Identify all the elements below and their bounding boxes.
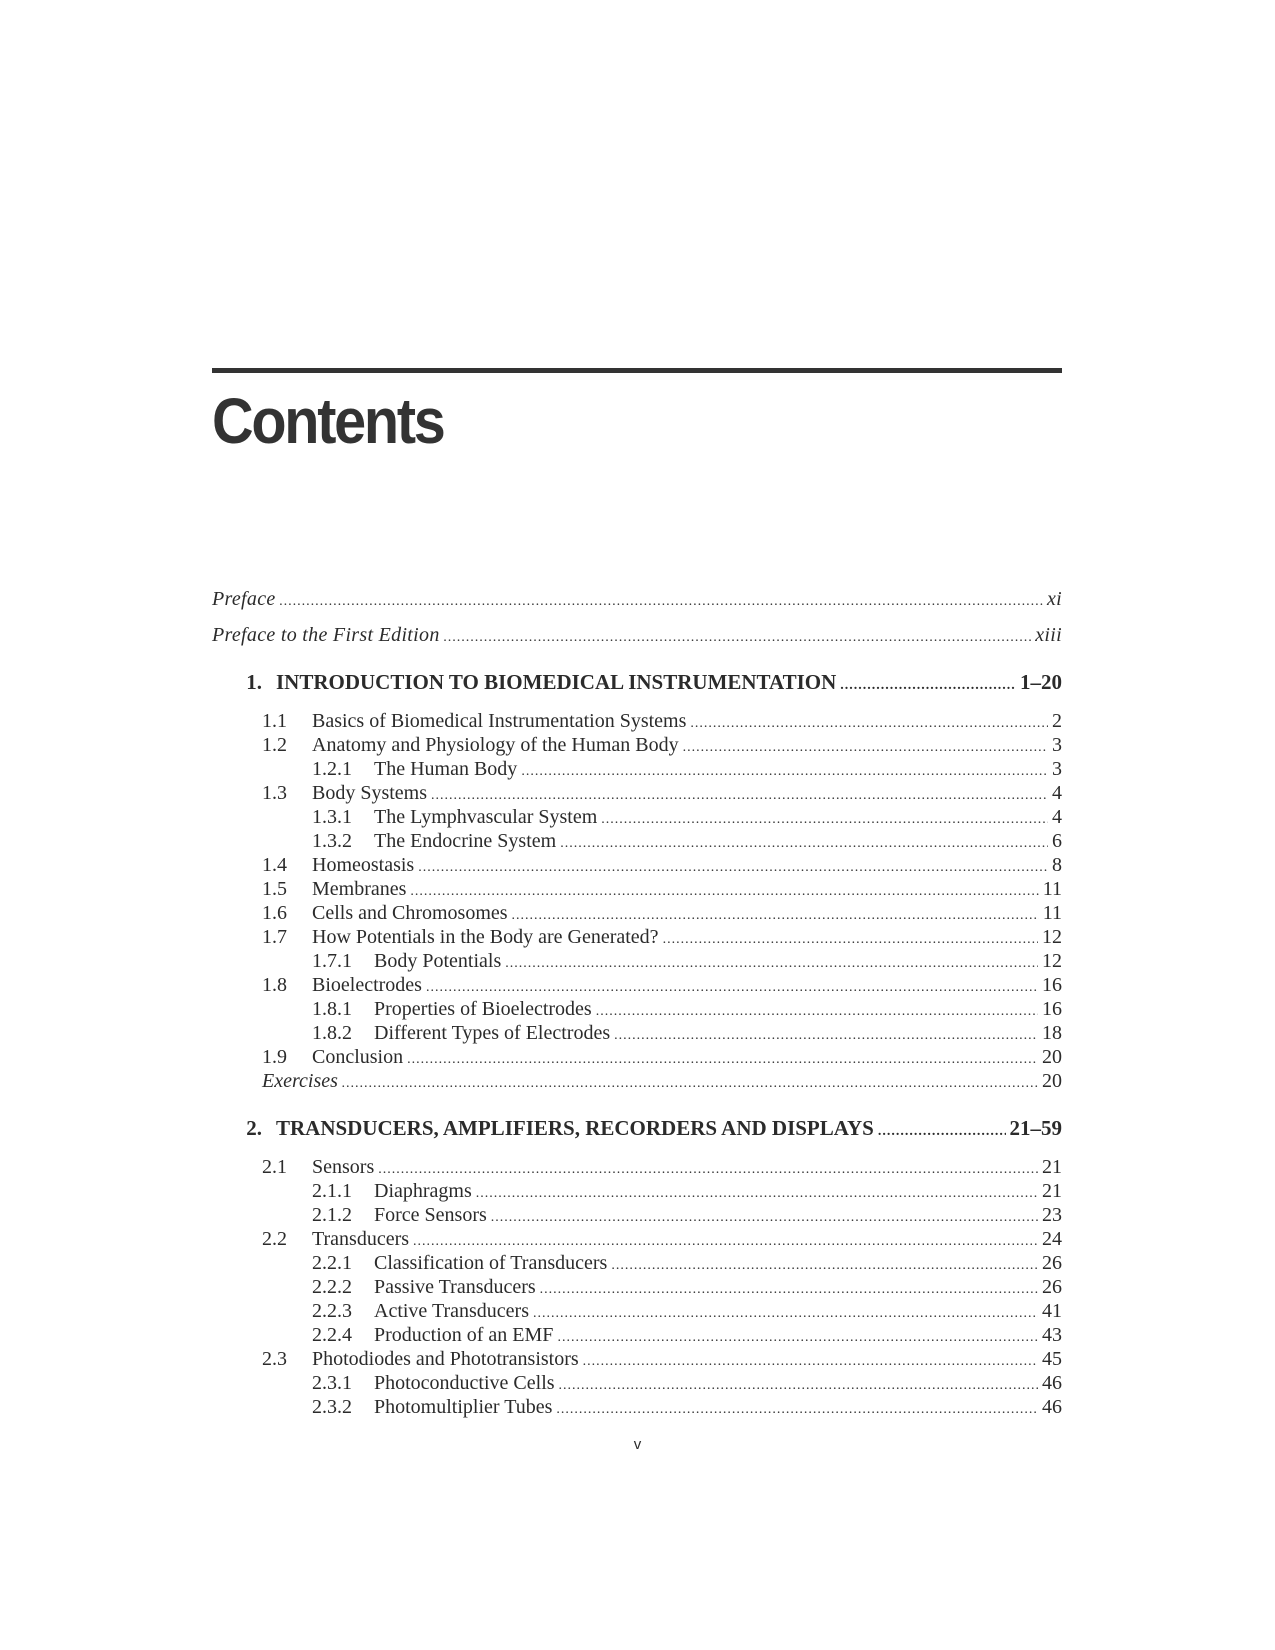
- entry-page: 20: [1042, 1070, 1062, 1092]
- leader-dots: [342, 1070, 1038, 1093]
- entry-number: 1.3.2: [312, 830, 352, 852]
- entry-page: 21: [1042, 1180, 1062, 1202]
- entry-label: Diaphragms: [374, 1180, 472, 1202]
- entry-label: Body Potentials: [374, 950, 502, 972]
- leader-dots: [840, 670, 1016, 695]
- entry-number: 2.3.1: [312, 1372, 352, 1394]
- entry-number: 2.3: [262, 1348, 287, 1370]
- leader-dots: [431, 782, 1048, 805]
- toc-entry[interactable]: [212, 926, 1062, 950]
- entry-label: Photodiodes and Phototransistors: [312, 1348, 579, 1370]
- toc-exercises[interactable]: [212, 1070, 1062, 1094]
- leader-dots: [533, 1300, 1038, 1323]
- entry-label: Classification of Transducers: [374, 1252, 608, 1274]
- leader-dots: [611, 1252, 1038, 1275]
- entry-label: Sensors: [312, 1156, 375, 1178]
- toc-subentry[interactable]: [212, 1204, 1062, 1228]
- toc-entry[interactable]: [212, 902, 1062, 926]
- toc-page: xiii: [1035, 624, 1062, 646]
- entry-label: The Endocrine System: [374, 830, 557, 852]
- toc-subentry[interactable]: [212, 1300, 1062, 1324]
- leader-dots: [596, 998, 1038, 1021]
- entry-page: 23: [1042, 1204, 1062, 1226]
- entry-page: 21: [1042, 1156, 1062, 1178]
- toc-entry[interactable]: [212, 854, 1062, 878]
- entry-label: Basics of Biomedical Instrumentation Systems: [312, 710, 687, 732]
- toc-subentry[interactable]: [212, 950, 1062, 974]
- entry-number: 2.2.3: [312, 1300, 352, 1322]
- entry-page: 43: [1042, 1324, 1062, 1346]
- entry-label: Force Sensors: [374, 1204, 487, 1226]
- toc-subentry[interactable]: [212, 1180, 1062, 1204]
- toc-subentry[interactable]: [212, 1396, 1062, 1420]
- entry-page: 11: [1042, 878, 1062, 900]
- entry-page: 24: [1042, 1228, 1062, 1250]
- entry-number: 2.1.1: [312, 1180, 352, 1202]
- entry-label: The Lymphvascular System: [374, 806, 598, 828]
- toc-entry[interactable]: [212, 974, 1062, 998]
- leader-dots: [280, 588, 1043, 611]
- entry-page: 3: [1052, 734, 1062, 756]
- toc-entry[interactable]: [212, 1156, 1062, 1180]
- entry-label: Photomultiplier Tubes: [374, 1396, 553, 1418]
- toc-subentry[interactable]: [212, 1324, 1062, 1348]
- entry-number: 1.4: [262, 854, 287, 876]
- table-of-contents: [212, 588, 1062, 1420]
- entry-label: How Potentials in the Body are Generated?: [312, 926, 659, 948]
- toc-page: xi: [1046, 588, 1062, 610]
- leader-dots: [560, 830, 1048, 853]
- leader-dots: [601, 806, 1048, 829]
- entry-page: 45: [1042, 1348, 1062, 1370]
- entry-number: 1.2: [262, 734, 287, 756]
- leader-dots: [410, 878, 1038, 901]
- page-number: v: [633, 1436, 642, 1453]
- leader-dots: [426, 974, 1038, 997]
- entry-label: Transducers: [312, 1228, 410, 1250]
- toc-preface[interactable]: [212, 588, 1062, 624]
- toc-subentry[interactable]: [212, 1372, 1062, 1396]
- toc-subentry[interactable]: [212, 806, 1062, 830]
- leader-dots: [407, 1046, 1038, 1069]
- entry-page: 16: [1042, 998, 1062, 1020]
- leader-dots: [505, 950, 1038, 973]
- entry-page: 4: [1052, 782, 1062, 804]
- entry-page: 3: [1052, 758, 1062, 780]
- leader-dots: [512, 902, 1039, 925]
- entry-page: 12: [1042, 926, 1062, 948]
- leader-dots: [413, 1228, 1038, 1251]
- entry-number: 1.8.1: [312, 998, 352, 1020]
- toc-chapter-2[interactable]: [212, 1116, 1062, 1154]
- entry-number: 1.9: [262, 1046, 287, 1068]
- entry-label: Bioelectrodes: [312, 974, 422, 996]
- title-rule: [212, 368, 1062, 373]
- chapter-title: TRANSDUCERS, AMPLIFIERS, RECORDERS AND DISPLAYS: [276, 1116, 874, 1140]
- leader-dots: [583, 1348, 1038, 1371]
- leader-dots: [444, 624, 1032, 647]
- entry-number: 1.7.1: [312, 950, 352, 972]
- entry-number: 2.1: [262, 1156, 287, 1178]
- leader-dots: [690, 710, 1048, 733]
- toc-entry[interactable]: [212, 878, 1062, 902]
- entry-page: 26: [1042, 1276, 1062, 1298]
- leader-dots: [614, 1022, 1038, 1045]
- entry-number: 1.1: [262, 710, 287, 732]
- toc-subentry[interactable]: [212, 998, 1062, 1022]
- entry-number: 2.2.4: [312, 1324, 352, 1346]
- leader-dots: [559, 1372, 1038, 1395]
- entry-page: 26: [1042, 1252, 1062, 1274]
- leader-dots: [556, 1396, 1038, 1419]
- entry-label: Exercises: [262, 1070, 338, 1092]
- entry-number: 1.6: [262, 902, 287, 924]
- entry-label: Passive Transducers: [374, 1276, 536, 1298]
- leader-dots: [557, 1324, 1038, 1347]
- toc-label: Preface: [212, 588, 276, 610]
- entry-label: Conclusion: [312, 1046, 404, 1068]
- entry-label: Membranes: [312, 878, 407, 900]
- entry-label: Body Systems: [312, 782, 428, 804]
- leader-dots: [878, 1116, 1006, 1141]
- leader-dots: [476, 1180, 1038, 1203]
- toc-entry[interactable]: [212, 782, 1062, 806]
- entry-page: 12: [1042, 950, 1062, 972]
- toc-chapter-1[interactable]: [212, 670, 1062, 708]
- entry-number: 1.8: [262, 974, 287, 996]
- toc-subentry[interactable]: [212, 1276, 1062, 1300]
- entry-page: 2: [1052, 710, 1062, 732]
- toc-subentry[interactable]: [212, 1022, 1062, 1046]
- entry-page: 20: [1042, 1046, 1062, 1068]
- entry-page: 4: [1052, 806, 1062, 828]
- entry-page: 18: [1042, 1022, 1062, 1044]
- leader-dots: [491, 1204, 1038, 1227]
- entry-label: Production of an EMF: [374, 1324, 554, 1346]
- chapter-number: 1.: [246, 670, 262, 694]
- entry-number: 2.2.2: [312, 1276, 352, 1298]
- page-title: Contents: [212, 385, 444, 457]
- entry-number: 1.3.1: [312, 806, 352, 828]
- entry-page: 11: [1042, 902, 1062, 924]
- chapter-pages: 21–59: [1009, 1116, 1062, 1140]
- toc-subentry[interactable]: [212, 1252, 1062, 1276]
- entry-label: Cells and Chromosomes: [312, 902, 508, 924]
- entry-label: Different Types of Electrodes: [374, 1022, 611, 1044]
- entry-number: 1.8.2: [312, 1022, 352, 1044]
- entry-label: Anatomy and Physiology of the Human Body: [312, 734, 679, 756]
- entry-label: Properties of Bioelectrodes: [374, 998, 592, 1020]
- entry-label: Photoconductive Cells: [374, 1372, 555, 1394]
- toc-entry[interactable]: [212, 1228, 1062, 1252]
- leader-dots: [683, 734, 1048, 757]
- entry-number: 2.2.1: [312, 1252, 352, 1274]
- entry-number: 1.2.1: [312, 758, 352, 780]
- entry-label: Active Transducers: [374, 1300, 529, 1322]
- entry-page: 6: [1052, 830, 1062, 852]
- toc-label: Preface to the First Edition: [212, 624, 440, 646]
- entry-page: 41: [1042, 1300, 1062, 1322]
- entry-number: 2.3.2: [312, 1396, 352, 1418]
- toc-preface-first-edition[interactable]: [212, 624, 1062, 660]
- entry-page: 46: [1042, 1372, 1062, 1394]
- entry-page: 16: [1042, 974, 1062, 996]
- toc-entry[interactable]: [212, 1046, 1062, 1070]
- chapter-title: INTRODUCTION TO BIOMEDICAL INSTRUMENTATION: [276, 670, 837, 694]
- chapter-number: 2.: [246, 1116, 262, 1140]
- entry-label: Homeostasis: [312, 854, 415, 876]
- toc-entry[interactable]: [212, 1348, 1062, 1372]
- leader-dots: [540, 1276, 1038, 1299]
- leader-dots: [521, 758, 1048, 781]
- entry-number: 1.5: [262, 878, 287, 900]
- entry-page: 46: [1042, 1396, 1062, 1418]
- toc-subentry[interactable]: [212, 758, 1062, 782]
- leader-dots: [418, 854, 1048, 877]
- toc-subentry[interactable]: [212, 830, 1062, 854]
- entry-page: 8: [1052, 854, 1062, 876]
- toc-entry[interactable]: [212, 710, 1062, 734]
- entry-number: 1.7: [262, 926, 287, 948]
- entry-label: The Human Body: [374, 758, 518, 780]
- entry-number: 1.3: [262, 782, 287, 804]
- toc-entry[interactable]: [212, 734, 1062, 758]
- leader-dots: [663, 926, 1038, 949]
- chapter-pages: 1–20: [1020, 670, 1062, 694]
- entry-number: 2.2: [262, 1228, 287, 1250]
- entry-number: 2.1.2: [312, 1204, 352, 1226]
- leader-dots: [378, 1156, 1038, 1179]
